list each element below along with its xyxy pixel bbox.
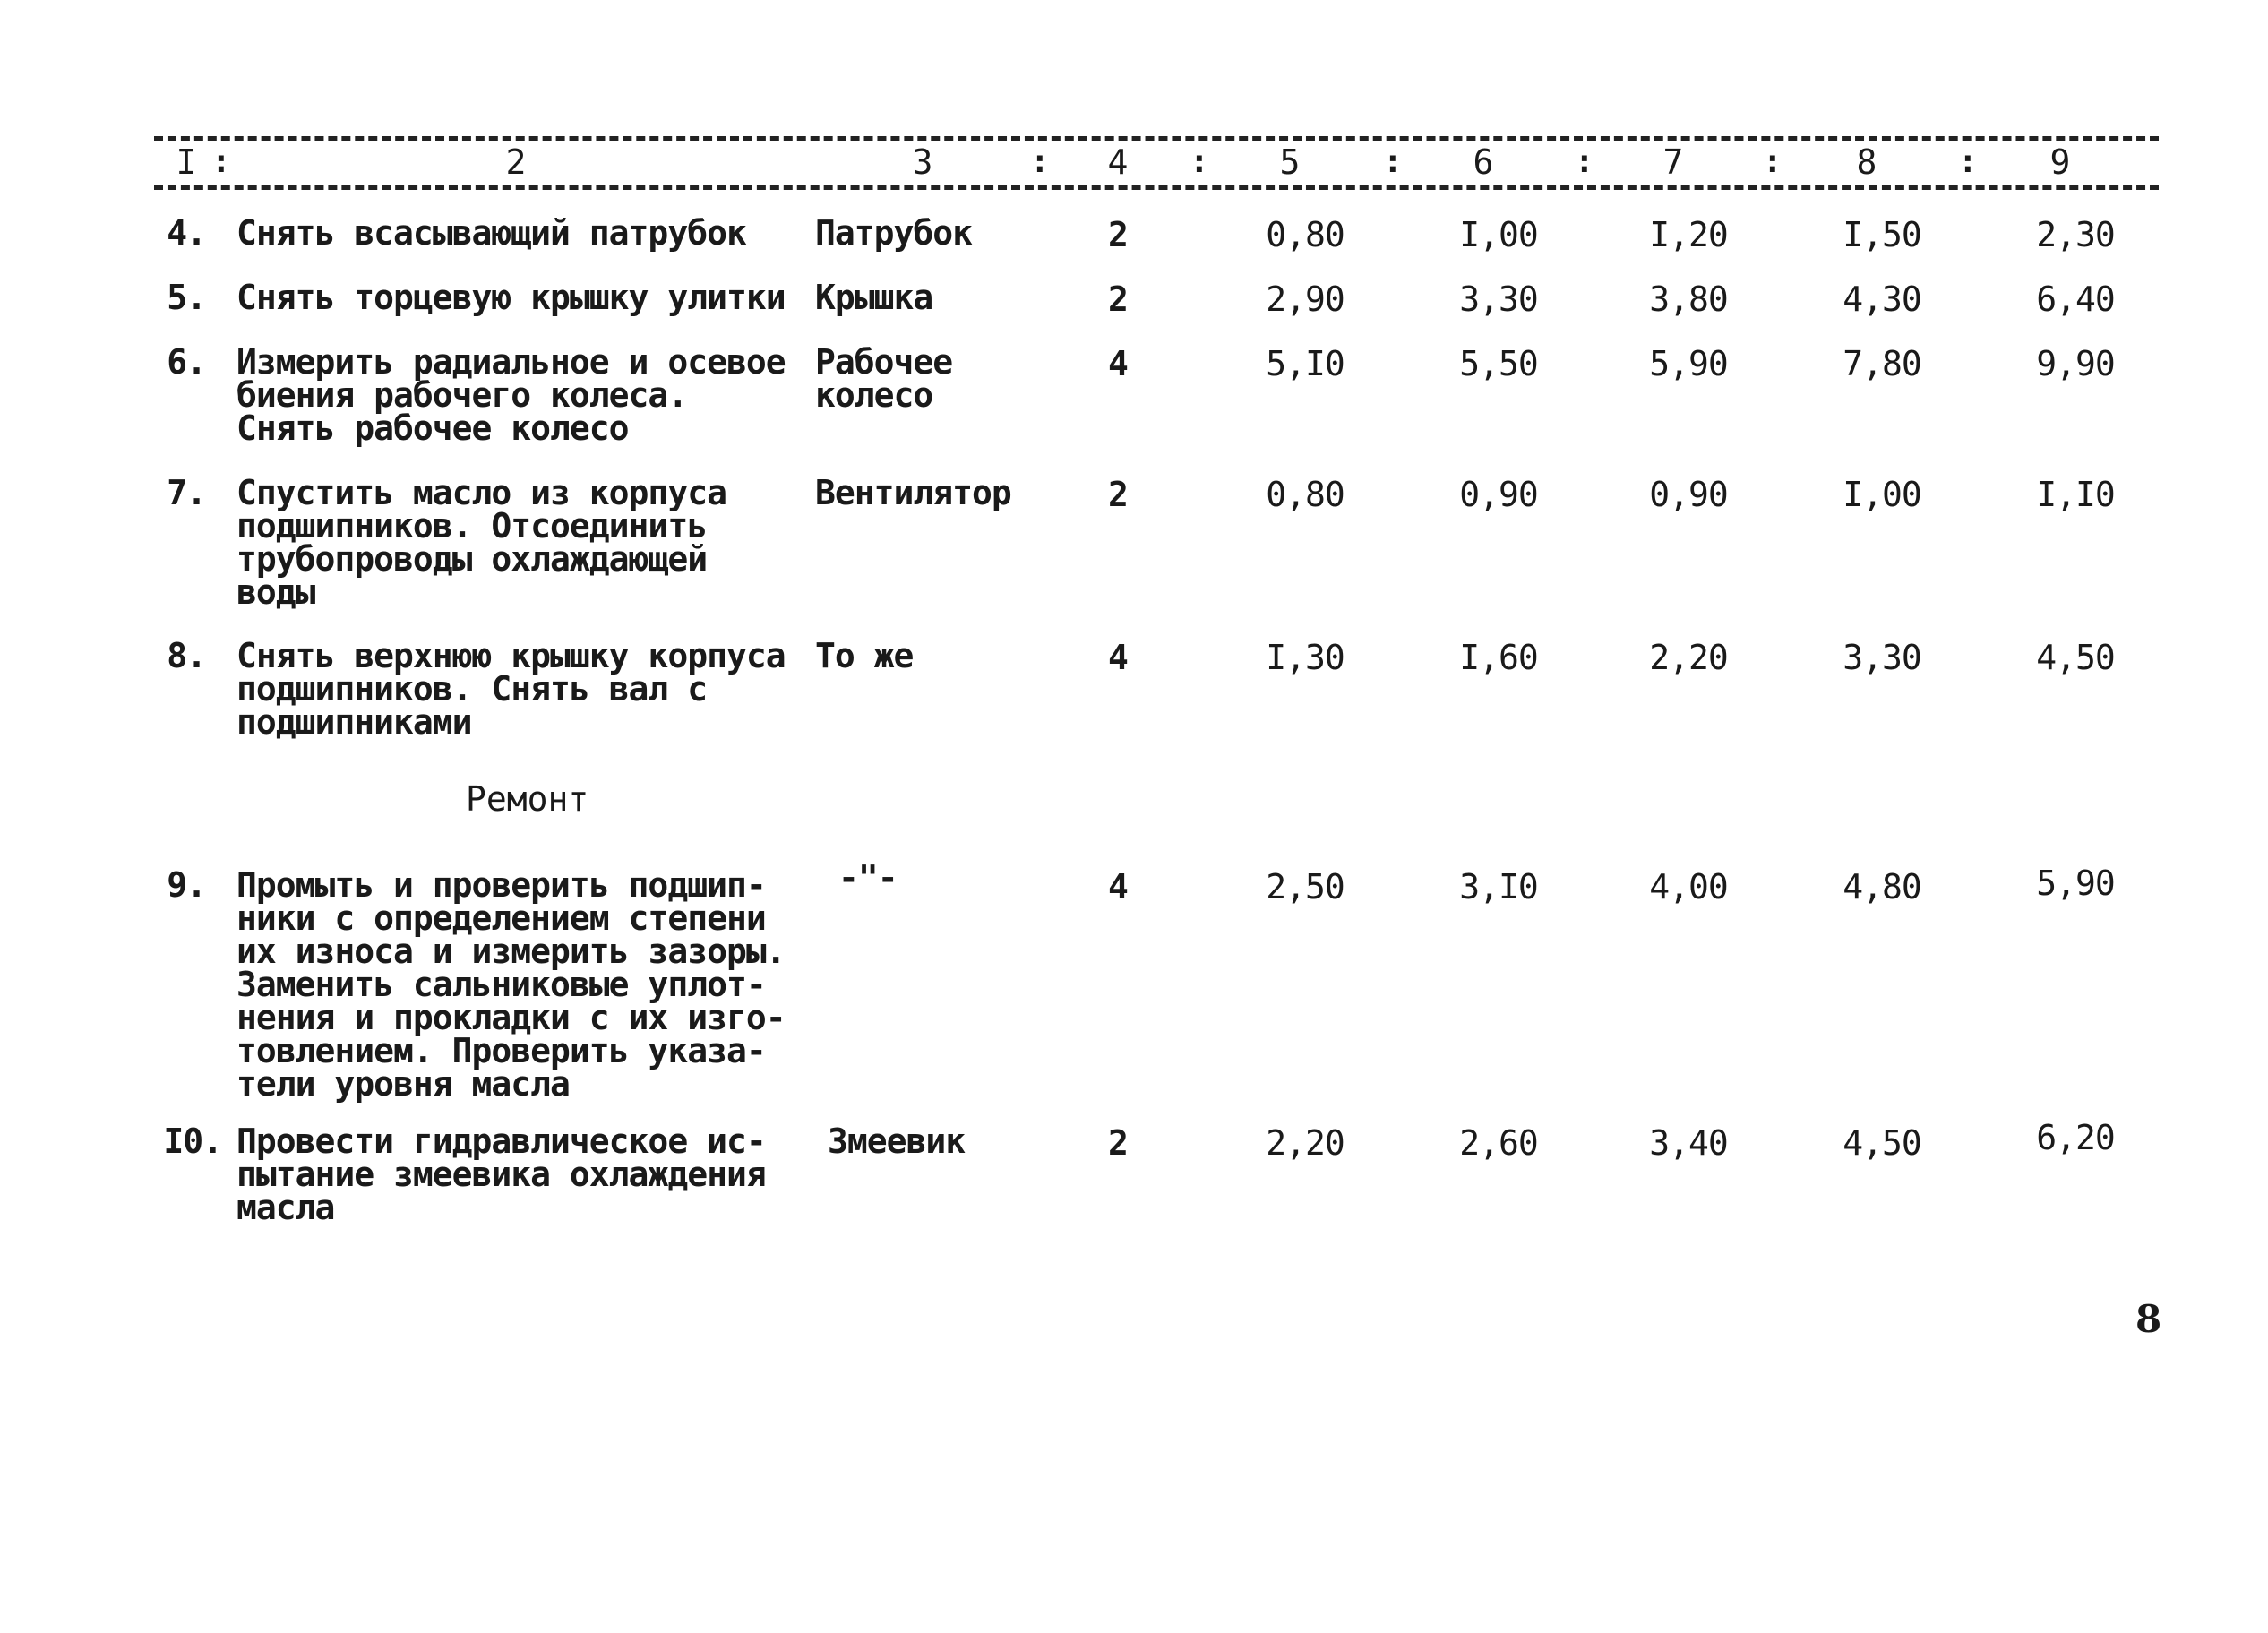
column-header-5: 5	[1279, 142, 1301, 182]
object-name: Рабочее колесо	[815, 342, 953, 415]
row-number: 7.	[167, 473, 206, 512]
column-separator: :	[1575, 143, 1594, 180]
row-number: 9.	[167, 865, 206, 905]
header-top-rule	[154, 136, 2159, 141]
column-separator: :	[1030, 143, 1050, 180]
quantity-value: 2	[1108, 1123, 1128, 1163]
value-col-6: I,00	[1459, 215, 1538, 254]
operation-description: Снять всасывающий патрубок	[236, 213, 746, 253]
value-col-6: I,60	[1459, 638, 1538, 677]
operation-description: Снять торцевую крышку улитки	[236, 278, 786, 317]
value-col-9: 9,90	[2036, 344, 2115, 383]
operation-description: Промыть и проверить подшип- ники с определением степени их износа и измерить зазоры. Заменить сальниковые уплот- нения и прокладки с их изго- товлением. Проверить указа- тели уровня масла	[236, 865, 786, 1104]
section-title: Ремонт	[466, 779, 589, 819]
column-header-4: 4	[1107, 142, 1129, 182]
value-col-9: I,I0	[2036, 475, 2115, 514]
column-header-8: 8	[1856, 142, 1877, 182]
value-col-9: 5,90	[2036, 864, 2115, 903]
operation-description: Провести гидравлическое ис- пытание змеевика охлаждения масла	[236, 1122, 766, 1227]
value-col-6: 3,I0	[1459, 867, 1538, 907]
value-col-7: 3,40	[1649, 1123, 1728, 1163]
column-separator: :	[1763, 143, 1783, 180]
value-col-8: 4,80	[1843, 867, 1921, 907]
operation-description: Измерить радиальное и осевое биения рабочего колеса. Снять рабочее колесо	[236, 342, 786, 448]
column-separator: :	[1958, 143, 1978, 180]
value-col-8: I,00	[1843, 475, 1921, 514]
value-col-8: 3,30	[1843, 638, 1921, 677]
value-col-7: 5,90	[1649, 344, 1728, 383]
object-name: Патрубок	[815, 213, 973, 253]
value-col-5: 2,90	[1266, 279, 1344, 319]
value-col-7: 2,20	[1649, 638, 1728, 677]
value-col-6: 0,90	[1459, 475, 1538, 514]
row-number: 8.	[167, 636, 206, 675]
value-col-5: 0,80	[1266, 215, 1344, 254]
value-col-9: 6,20	[2036, 1118, 2115, 1157]
value-col-8: I,50	[1843, 215, 1921, 254]
object-name: Змеевик	[828, 1122, 966, 1161]
column-separator: :	[1190, 143, 1209, 180]
value-col-9: 6,40	[2036, 279, 2115, 319]
value-col-7: 3,80	[1649, 279, 1728, 319]
value-col-7: I,20	[1649, 215, 1728, 254]
row-number: 6.	[167, 342, 206, 382]
value-col-6: 2,60	[1459, 1123, 1538, 1163]
object-name: То же	[815, 636, 914, 675]
row-number: I0.	[163, 1122, 222, 1161]
column-header-9: 9	[2049, 142, 2071, 182]
column-header-7: 7	[1662, 142, 1684, 182]
column-header-6: 6	[1473, 142, 1494, 182]
value-col-5: 0,80	[1266, 475, 1344, 514]
value-col-6: 3,30	[1459, 279, 1538, 319]
quantity-value: 2	[1108, 215, 1128, 254]
value-col-7: 0,90	[1649, 475, 1728, 514]
value-col-9: 2,30	[2036, 215, 2115, 254]
object-name: Вентилятор	[815, 473, 1011, 512]
quantity-value: 2	[1108, 475, 1128, 514]
row-number: 5.	[167, 278, 206, 317]
value-col-5: 2,50	[1266, 867, 1344, 907]
quantity-value: 4	[1108, 344, 1128, 383]
column-header-2: 2	[505, 142, 527, 182]
value-col-5: 5,I0	[1266, 344, 1344, 383]
value-col-5: I,30	[1266, 638, 1344, 677]
value-col-5: 2,20	[1266, 1123, 1344, 1163]
operation-description: Снять верхнюю крышку корпуса подшипников. Снять вал с подшипниками	[236, 636, 786, 742]
value-col-6: 5,50	[1459, 344, 1538, 383]
quantity-value: 4	[1108, 867, 1128, 907]
value-col-7: 4,00	[1649, 867, 1728, 907]
column-separator: :	[1383, 143, 1403, 180]
quantity-value: 4	[1108, 638, 1128, 677]
row-number: 4.	[167, 213, 206, 253]
column-header-1: I	[176, 142, 197, 182]
value-col-8: 4,50	[1843, 1123, 1921, 1163]
quantity-value: 2	[1108, 279, 1128, 319]
page-number: 8	[2135, 1297, 2162, 1341]
value-col-8: 4,30	[1843, 279, 1921, 319]
column-header-3: 3	[912, 142, 933, 182]
object-name: Крышка	[815, 278, 933, 317]
value-col-8: 7,80	[1843, 344, 1921, 383]
operation-description: Спустить масло из корпуса подшипников. Отсоединить трубопроводы охлаждающей воды	[236, 473, 726, 612]
value-col-9: 4,50	[2036, 638, 2115, 677]
header-bottom-rule	[154, 185, 2159, 190]
column-separator: :	[211, 143, 231, 180]
object-name: -"-	[838, 858, 898, 898]
